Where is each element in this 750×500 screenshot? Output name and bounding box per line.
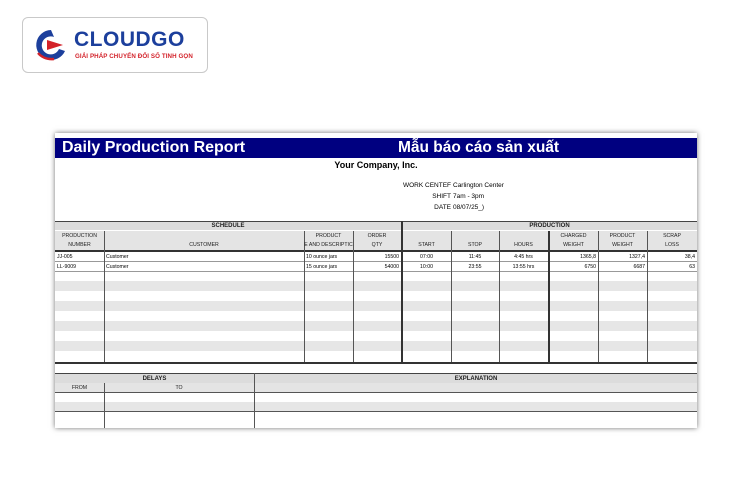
work-center-label: WORK CENTEF (402, 182, 451, 189)
row1-qty[interactable]: 15500 (384, 254, 399, 260)
rule (55, 373, 697, 374)
row1-hours[interactable]: 4:45 hrs (514, 254, 533, 260)
delays-header: DELAYS (142, 376, 167, 382)
row1-stop[interactable]: 11:45 (468, 254, 482, 260)
row1-number[interactable]: JJ-005 (57, 254, 73, 260)
col-customer: CUSTOMER (189, 242, 219, 248)
col-product: PRODUCT (315, 233, 342, 239)
row2-charged[interactable]: 6750 (584, 264, 596, 270)
col-divider (104, 231, 105, 362)
col-divider (548, 231, 550, 362)
row-band (55, 402, 697, 411)
cloudgo-logo-icon (32, 27, 70, 63)
col-stop: STOP (467, 242, 483, 248)
col-charged-weight: CHARGED (560, 233, 587, 239)
schedule-header: SCHEDULE (211, 223, 245, 229)
col-charged-weight-2: WEIGHT (563, 242, 584, 248)
col-start: START (418, 242, 435, 248)
report-title-vi: Mẫu báo cáo sản xuất (398, 139, 560, 156)
company-name: Your Company, Inc. (334, 160, 418, 170)
cloudgo-logo (22, 17, 208, 73)
col-hours: HOURS (514, 242, 533, 248)
rule (55, 261, 697, 262)
col-order-qty: ORDER (367, 233, 387, 239)
production-header: PRODUCTION (529, 223, 570, 229)
shift-value[interactable]: 7am - 3pm (453, 193, 485, 200)
row2-customer[interactable]: Customer (106, 264, 129, 270)
col-divider (353, 231, 354, 362)
row1-customer[interactable]: Customer (106, 254, 129, 260)
rule (55, 271, 697, 272)
row-band (55, 301, 697, 311)
row-band (55, 281, 697, 291)
row1-product-weight[interactable]: 1327,4 (629, 254, 645, 260)
col-product-weight-2: WEIGHT (612, 242, 633, 248)
col-delay-to: TO (175, 385, 183, 391)
row-band (55, 321, 697, 331)
col-product-2: E AND DESCRIPTIC (304, 242, 353, 248)
rule (55, 411, 697, 412)
col-production-number-2: NUMBER (68, 242, 91, 248)
work-center-value[interactable]: Carlington Center (453, 182, 504, 189)
row2-product-weight[interactable]: 6687 (633, 264, 645, 270)
explanation-header: EXPLANATION (454, 376, 498, 382)
col-divider (647, 231, 648, 362)
rule (55, 250, 697, 252)
row1-charged[interactable]: 1365,8 (580, 254, 596, 260)
logo-name: CLOUDGO (74, 28, 185, 51)
production-report-sheet (55, 133, 697, 428)
row2-product[interactable]: 15 ounce jars (306, 264, 338, 270)
col-product-weight: PRODUCT (609, 233, 636, 239)
col-divider (598, 231, 599, 362)
col-divider (451, 231, 452, 362)
col-order-qty-2: QTY (371, 242, 383, 248)
row-band (55, 341, 697, 351)
row1-scrap[interactable]: 38,4 (684, 254, 695, 260)
logo-tagline: GIẢI PHÁP CHUYỂN ĐỔI SỐ TINH GỌN (75, 53, 193, 60)
rule (55, 392, 697, 393)
col-scrap-loss: SCRAP (663, 233, 681, 239)
row2-hours[interactable]: 13:55 hrs (512, 264, 535, 270)
row1-start[interactable]: 07:00 (420, 254, 433, 260)
report-title-bar (55, 138, 697, 158)
row2-number[interactable]: LL-9009 (57, 264, 77, 270)
date-label: DATE (434, 204, 451, 211)
date-value[interactable]: 08/07/25_) (453, 204, 485, 211)
row2-scrap[interactable]: 63 (689, 264, 695, 270)
row2-start[interactable]: 10:00 (420, 264, 433, 270)
row2-stop[interactable]: 23:55 (468, 264, 482, 270)
rule (55, 362, 697, 364)
col-divider (499, 231, 500, 362)
col-divider (304, 231, 305, 362)
col-production-number: PRODUCTION (62, 233, 97, 239)
row1-product[interactable]: 10 ounce jars (306, 254, 338, 260)
col-scrap-loss-2: LOSS (665, 242, 679, 248)
col-delay-from: FROM (71, 385, 88, 391)
shift-label: SHIFT (432, 193, 451, 200)
report-title-en: Daily Production Report (62, 139, 246, 156)
row2-qty[interactable]: 54000 (384, 264, 399, 270)
